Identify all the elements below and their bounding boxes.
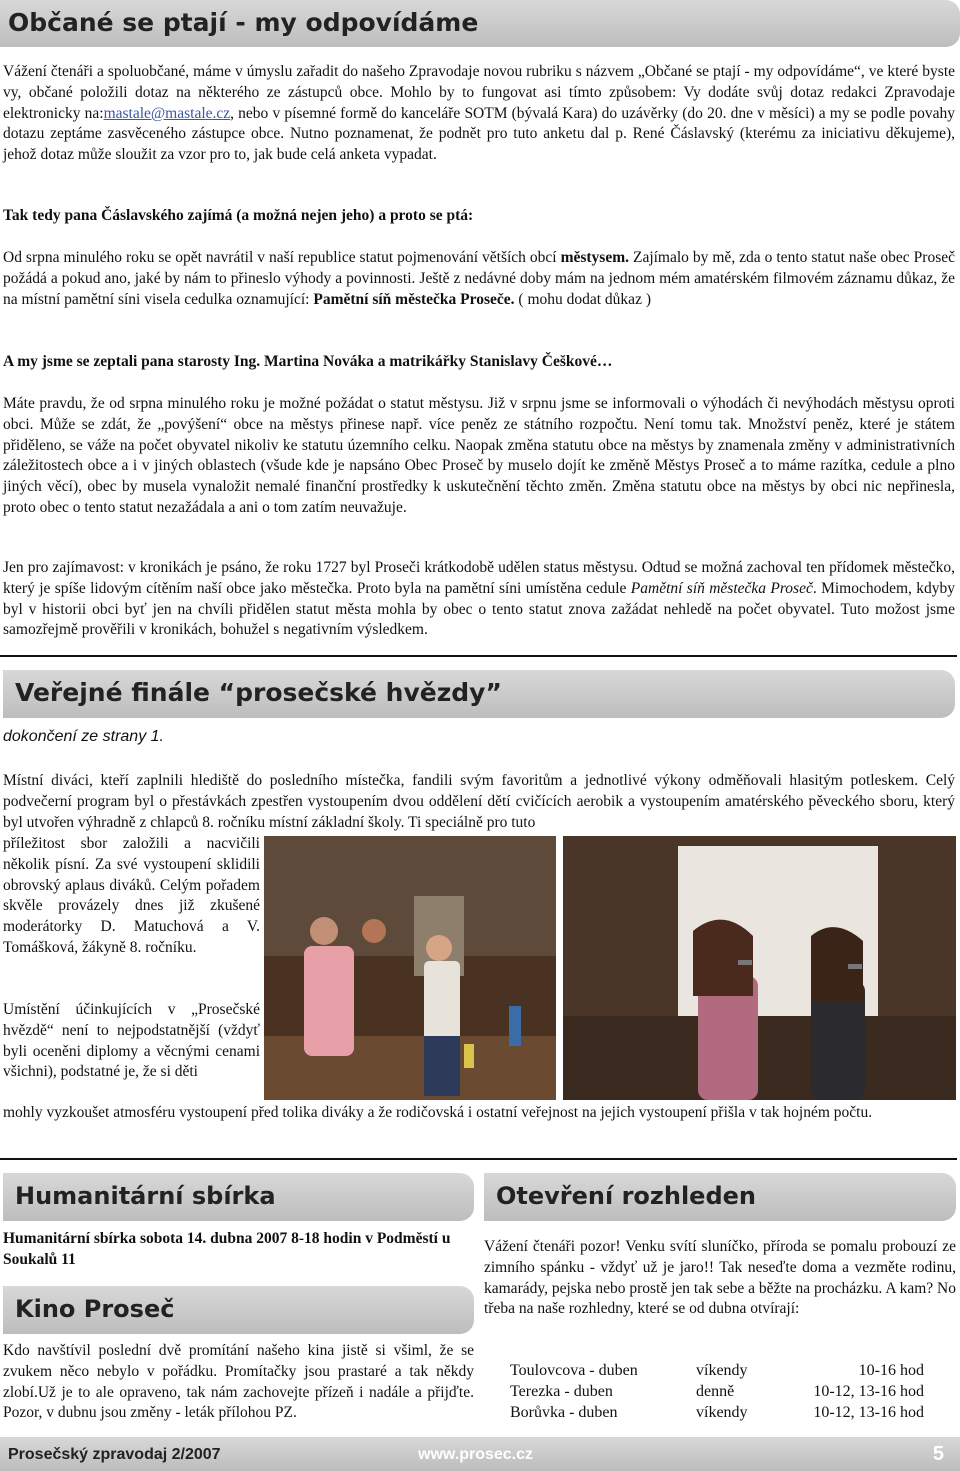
rozhledna-days: víkendy	[696, 1362, 748, 1379]
page-footer	[0, 1437, 960, 1471]
photo-award-ceremony	[264, 836, 556, 1100]
footer-website[interactable]: www.prosec.cz	[418, 1446, 533, 1463]
continued-note	[3, 728, 164, 746]
section-title-rozhledny	[484, 1173, 956, 1221]
section-title-kino	[3, 1286, 474, 1334]
table-row	[510, 1404, 924, 1425]
section-title-humanitarni	[3, 1173, 474, 1221]
question-text-c: ( mohu dodat důkaz )	[514, 290, 651, 308]
section-title-text: Veřejné finále “prosečské hvězdy”	[15, 678, 502, 707]
intro-text-a: Vážení čtenáři a spoluobčané, máme v úmyslu zařadit do našeho Zpravodaje novou rubriku s názvem „Občané se ptají - my odpovídáme“, ve které byste vy, občané položili dotaz na některého ze zástupců obce. Mohlo by to fungovat asi tímto způsobem: Vy dodáte svůj dotaz redakci Zpravodaje elektronicky na:	[3, 63, 955, 122]
intro-text-b: , nebo v písemné formě do kanceláře SOTM (bývalá Kara) do uzávěrky (do 20. dne v měsíci) a my se podle povahy dotazu zeptáme zasvěceného zástupce obce. Nutno poznamenat, že podnět pro tuto anketu dal p. René Čáslavský (kterému za iniciativu děkujeme), jehož dotaz může sloužit za vzor pro to, jak bude celá anketa vypadat.	[3, 104, 956, 164]
rozhledna-name: Toulovcova - duben	[510, 1362, 638, 1379]
question-heading-text: Tak tedy pana Čáslavského zajímá (a možná nejen jeho) a proto se ptá:	[3, 207, 474, 224]
finale-text-end: mohly vyzkoušet atmosféru vystoupení před tolika diváky a že rodičovská i ostatní veřejnost na jejich vystoupení přišla v tak hojném počtu.	[3, 1104, 873, 1121]
photo-award-image	[264, 836, 556, 1100]
rozhledna-hours: 10-12, 13-16 hod	[813, 1404, 924, 1421]
question-paragraph	[3, 248, 955, 310]
section-title-text: Humanitární sbírka	[15, 1182, 276, 1210]
rozhledna-hours: 10-12, 13-16 hod	[813, 1383, 924, 1400]
rozhledny-table	[510, 1362, 924, 1425]
question-text-b: Zajímalo by mě, zda o tento statut naše obec Proseč požádá a pokud ano, jaké by nám to přineslo výhody a povinnosti. Ještě z nedávné doby mám na jednom mém amatérském filmovém záznamu důkaz, že na místní pamětní síni visela cedulka oznamující:	[3, 249, 955, 308]
finale-column-1	[3, 834, 260, 959]
question-text-a: Od srpna minulého roku se opět navrátil v naší republice statut pojmenování větších obcí	[3, 249, 561, 266]
rozhledna-name: Terezka - duben	[510, 1383, 613, 1400]
question-heading	[3, 206, 955, 227]
footer-page-number: 5	[932, 1443, 944, 1465]
photo-singers	[563, 836, 956, 1100]
answer-paragraph-1	[3, 394, 955, 519]
finale-paragraph-top	[3, 771, 955, 833]
continued-note-text: dokončení ze strany 1.	[3, 728, 164, 745]
answer-text-1: Máte pravdu, že od srpna minulého roku je možné požádat o statut městysu. Již v srpnu jsme se informovali o výhodách či nevýhodách městysu oproti obci. Může se zdát, že „povýšení“ obce na městys přinese např. více peněz ze státního rozpočtu. Není tomu tak. Množství peněz, které je státem přiděleno, se váže na počet obyvatel nikoliv ke statutu územního celku. Naopak změna statutu obce na městys by znamenala změny v administrativních záležitostech obce a i v jiných oblastech (všude kde je napsáno Obec Proseč by muselo dojít ke změně Městys Proseč a to máme razítka, cedule a plno jiných věcí), obec by musela vynaložit nemalé finanční prostředky k uskutečnění těchto změn. Změna statutu obce na městys by obci nic nepřinesla, proto obec o tento statut nezažádala a ani o tom zatím neuvažuje.	[3, 395, 955, 516]
divider-1	[0, 655, 957, 657]
answer-heading	[3, 352, 955, 373]
photo-singers-image	[563, 836, 956, 1100]
footer-publication: Prosečský zpravodaj 2/2007	[8, 1446, 221, 1463]
answer-text-2b: . Mimochodem, kdyby byl v historii obci byť jen na chvíli přidělen statut města mohla by obec o tento statut znova zažádat nehledě na počet obyvatel. Tuto možost jsme samozřejmě prověřili v kronikách, bohužel s negativním výsledkem.	[3, 579, 955, 639]
rozhledna-days: denně	[696, 1383, 735, 1400]
section-title-obcane	[0, 0, 960, 47]
kino-text	[3, 1341, 474, 1424]
rozhledny-text-value: Vážení čtenáři pozor! Venku svítí sluníčko, příroda se pomalu probouzí ze zimního spánku - vždyť už je jaro!! Tak neseďte doma a vezměte rodinu, kamarády, pejska nebo prostě jen tak sebe a běžte na procházku. A kam? No třeba na naše rozhledny, které se od dubna otvírají:	[484, 1238, 956, 1318]
finale-column-2	[3, 1000, 260, 1083]
question-bold-1: městysem.	[560, 249, 629, 266]
table-row	[510, 1362, 924, 1383]
humanitarni-text-value: Humanitární sbírka sobota 14. dubna 2007 8-18 hodin v Podměstí u Soukalů 11	[3, 1230, 451, 1268]
finale-paragraph-end	[3, 1103, 955, 1124]
section-title-text: Kino Proseč	[15, 1295, 175, 1323]
answer-italic: Pamětní síň městečka Proseč	[630, 579, 813, 597]
section-title-text: Otevření rozhleden	[496, 1182, 757, 1210]
table-row	[510, 1383, 924, 1404]
rozhledny-text	[484, 1237, 956, 1320]
rozhledna-hours: 10-16 hod	[858, 1362, 924, 1379]
rozhledna-name: Borůvka - duben	[510, 1404, 618, 1421]
section-title-finale	[3, 670, 955, 718]
answer-heading-text: A my jsme se zeptali pana starosty Ing. Martina Nováka a matrikářky Stanislavy Češkové…	[3, 353, 613, 370]
kino-text-value: Kdo navštívil poslední dvě promítání našeho kina jistě si všiml, že se zvukem něco nebylo v pořádku. Promítačky jsou prastaré a tak někdy zlobí.Už je to ale opraveno, tak nám zachovejte přízeň i nadále a přijďte. Pozor, v dubnu jsou změny - leták přílohou PZ.	[3, 1342, 474, 1422]
answer-text-2a: Jen pro zajímavost: v kronikách je psáno, že roku 1727 byl Proseči krátkodobě udělen status městysu. Odtud se možná zachoval ten přídomek městečko, který je spíše lidovým cítěním naší obce jako městečka. Proto byla na pamětní síni umístěna cedule	[3, 559, 955, 597]
finale-column-text-1: příležitost sbor založili a nacvičili několik písní. Za své vystoupení sklidili obrovský aplaus diváků. Celým pořadem skvěle provázely dnes již zkušené moderátorky D. Matuchová a V. Tomášková, žákyně 8. ročníku.	[3, 835, 260, 956]
email-link[interactable]: mastale@mastale.cz	[103, 104, 231, 122]
rozhledna-days: víkendy	[696, 1404, 748, 1421]
finale-text-top: Místní diváci, kteří zaplnili hlediště do posledního místečka, fandili svým favoritům a jednotlivé výkony odměňovali hlasitým potleskem. Celý podvečerní program byl o přestávkách zpestřen vystoupením dvou oddělení dětí cvičících aerobik a vystoupením amatérského pěveckého sboru, který byl utvořen výhradně z chlapců 8. ročníku místní základní školy. Ti speciálně pro tuto	[3, 772, 955, 831]
finale-column-text-2: Umístění účinkujících v „Prosečské hvězdě“ není to nejpodstatnější (vždyť byli oceněni diplomy a věcnými cenami všichni), podstatné je, že si děti	[3, 1001, 260, 1081]
intro-paragraph	[3, 62, 955, 166]
question-bold-2: Pamětní síň městečka Proseče.	[313, 290, 515, 308]
humanitarni-text	[3, 1229, 474, 1271]
section-title-text: Občané se ptají - my odpovídáme	[8, 8, 479, 37]
divider-2	[0, 1158, 957, 1160]
answer-paragraph-2	[3, 558, 955, 641]
